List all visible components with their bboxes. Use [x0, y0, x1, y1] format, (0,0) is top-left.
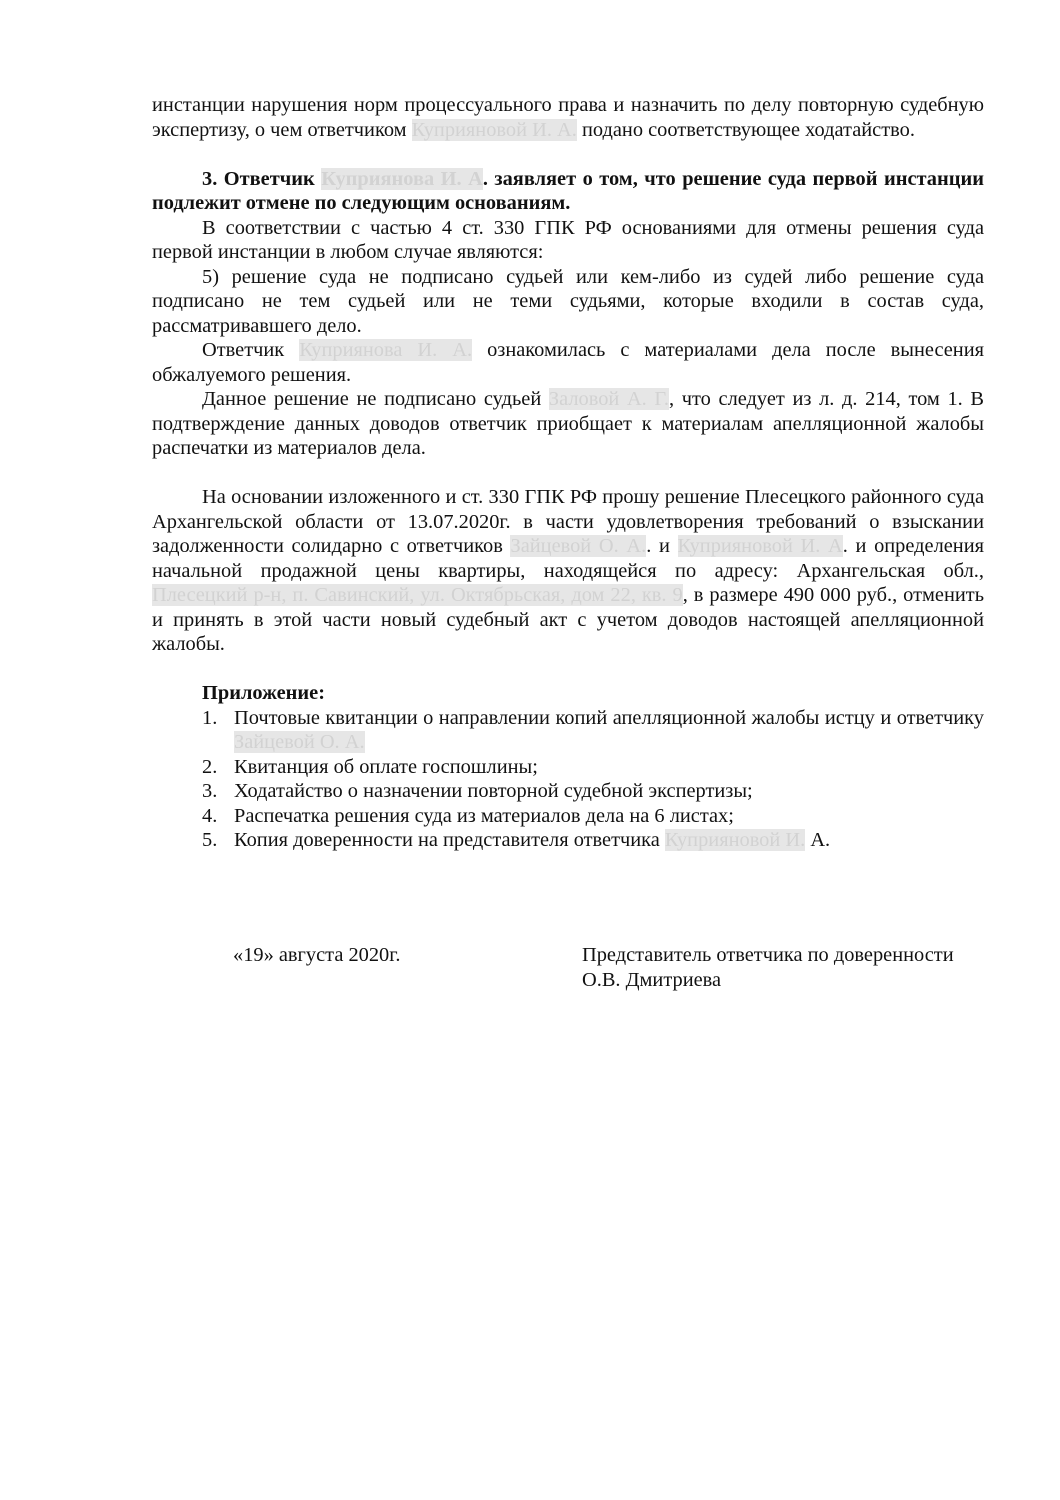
appendix-list — [152, 706, 984, 853]
paragraph-legal-basis: В соответствии с частью 4 ст. 330 ГПК РФ основаниями для отмены решения суда первой инстанции в любом случае являются: — [152, 216, 984, 263]
text: Почтовые квитанции о направлении копий апелляционной жалобы истцу и ответчику — [234, 706, 984, 729]
text: подано соответствующее ходатайство. — [576, 118, 915, 141]
text: 3. Ответчик — [202, 167, 322, 190]
signature-block — [582, 943, 954, 992]
document-body — [152, 93, 984, 853]
text: Копия доверенности на представителя ответчика — [234, 829, 665, 851]
redacted-address: Плесецкий р-н, п. Савинский, ул. Октябрьская, дом 22, кв. 9 — [152, 584, 683, 606]
text: инстанции нарушения норм процессуального права и назначить по делу повторную судебную экспертизу, о чем ответчиком — [152, 94, 984, 141]
list-item — [152, 706, 984, 755]
text: Распечатка решения суда из материалов дела на 6 листах; — [234, 804, 734, 827]
list-item — [152, 755, 984, 780]
list-number: 3. — [202, 780, 218, 802]
text: , что следует из л. д. 214, том 1. В подтверждение данных доводов ответчик приобщает к материалам апелляционной жалобы распечатки из материалов дела. — [152, 388, 985, 459]
paragraph-continuation — [152, 93, 984, 142]
redacted-name: Зайцевой О. А. — [234, 731, 365, 753]
redacted-name: Куприяновой И. А. — [411, 118, 577, 141]
paragraph-familiarization — [152, 338, 984, 387]
signature-date: «19» августа 2020г. — [233, 944, 401, 966]
text: А. — [805, 829, 831, 851]
list-number: 4. — [202, 804, 218, 827]
list-number: 1. — [202, 706, 218, 729]
text: . заявляет о том, что решение суда первой инстанции подлежит отмене по следующим основаниям. — [152, 167, 984, 214]
text: . и определения начальной продажной цены квартиры, находящейся по адресу: Архангельская обл., — [152, 535, 985, 582]
text: ознакомилась с материалами дела после вынесения обжалуемого решения. — [152, 339, 984, 386]
redacted-name: Куприянова И. А — [321, 167, 483, 190]
text: Данное решение не подписано судьей — [202, 388, 549, 410]
text: На основании изложенного и ст. 330 ГПК РФ прошу решение Плесецкого районного суда Архангельской области от 13.07.2020г. в части удовлетворения требований о взыскании задолженности солидарно с ответчиков — [152, 486, 984, 557]
section-3-heading — [152, 167, 984, 216]
paragraph-ground-5: 5) решение суда не подписано судьей или кем-либо из судей либо решение суда подписано не тем судьей или не теми судьями, которые входили в состав суда, рассматривавшего дело. — [152, 265, 984, 337]
paragraph-not-signed — [152, 387, 984, 461]
text: Квитанция об оплате госпошлины; — [234, 755, 538, 778]
redacted-name: Заловой А. Г. — [548, 388, 670, 410]
redacted-name: Зайцевой О. А. — [510, 535, 647, 557]
text: , в размере 490 000 руб., отменить и принять в этой части новый судебный акт с учетом доводов настоящей апелляционной жалобы. — [152, 584, 984, 655]
list-number: 5. — [202, 829, 218, 851]
list-number: 2. — [202, 755, 218, 778]
list-item — [152, 804, 984, 829]
text: Ходатайство о назначении повторной судебной экспертизы; — [234, 780, 753, 802]
redacted-name: Куприянова И. А. — [299, 339, 473, 361]
signature-role: Представитель ответчика по доверенности — [582, 944, 954, 966]
paragraph-request — [152, 485, 984, 657]
text: Ответчик — [202, 339, 300, 361]
list-item — [152, 779, 984, 804]
signature-name: О.В. Дмитриева — [582, 968, 722, 991]
text: . и — [646, 535, 678, 557]
redacted-name: Куприяновой И. А — [677, 535, 843, 557]
redacted-name: Куприяновой И. — [664, 829, 806, 851]
appendix-heading: Приложение: — [202, 682, 325, 704]
list-item — [152, 828, 984, 853]
